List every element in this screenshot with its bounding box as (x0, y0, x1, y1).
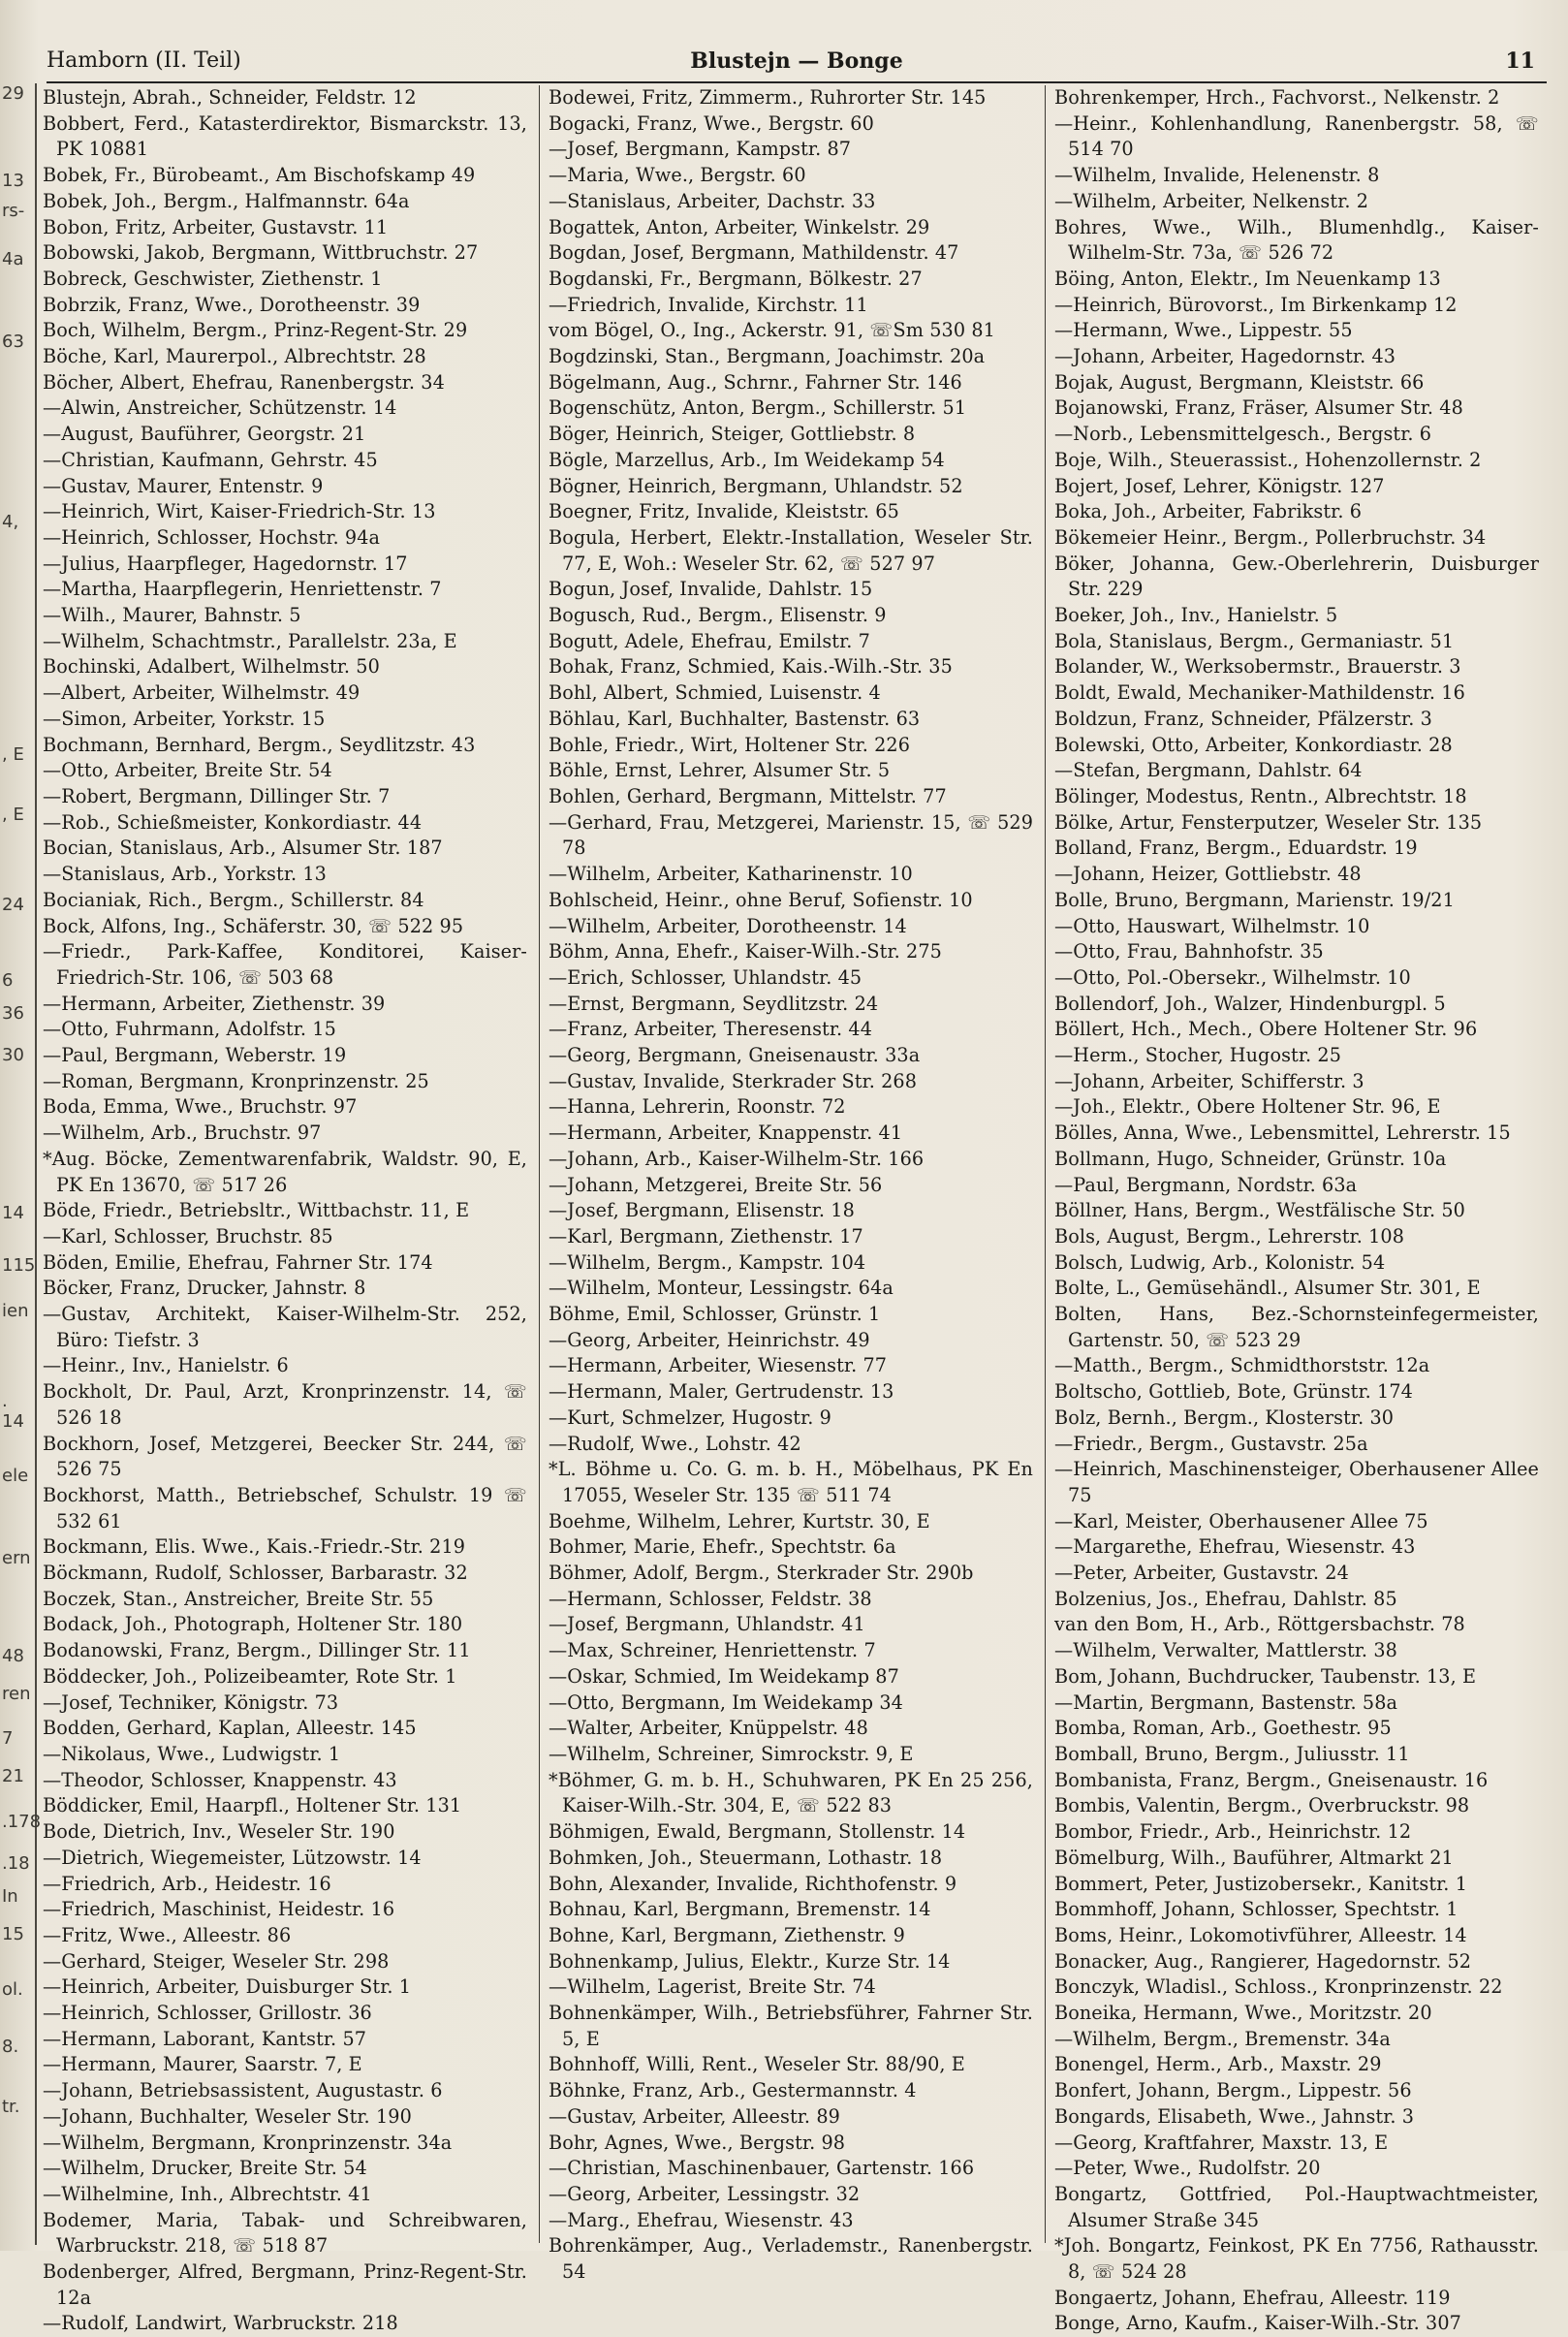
directory-entry: Bolander, W., Werksobermstr., Brauerstr. 3 (1054, 655, 1461, 679)
directory-entry: Bojak, August, Bergmann, Kleiststr. 66 (1054, 370, 1425, 394)
directory-entry: Bohr, Agnes, Wwe., Bergstr. 98 (549, 2131, 846, 2154)
directory-entry: —Hermann, Schlosser, Feldstr. 38 (549, 1587, 872, 1610)
margin-fragment: .178 (2, 1811, 42, 1832)
directory-entry: Boegner, Fritz, Invalide, Kleiststr. 65 (549, 500, 899, 523)
directory-entry: —Hermann, Laborant, Kantstr. 57 (43, 2027, 367, 2050)
margin-fragment: , E (2, 805, 24, 825)
directory-entry: —Wilhelm, Invalide, Helenenstr. 8 (1054, 164, 1380, 187)
directory-entry: Bodenberger, Alfred, Bergmann, Prinz-Regent-Str. 12a (43, 2260, 527, 2309)
margin-fragment: 4, (2, 511, 19, 532)
directory-entry: Böcker, Franz, Drucker, Jahnstr. 8 (43, 1277, 366, 1300)
directory-entry: —Joh., Elektr., Obere Holtener Str. 96, E (1054, 1095, 1441, 1119)
directory-entry: —Johann, Heizer, Gottliebstr. 48 (1054, 863, 1362, 886)
directory-entry: Böcher, Albert, Ehefrau, Ranenbergstr. 34 (43, 370, 445, 394)
directory-entry: —Wilhelmine, Inh., Albrechtstr. 41 (43, 2182, 372, 2205)
directory-entry: —Josef, Techniker, Königstr. 73 (43, 1690, 339, 1714)
directory-entry: Bolz, Bernh., Bergm., Klosterstr. 30 (1054, 1405, 1395, 1429)
directory-entry: —Dietrich, Wiegemeister, Lützowstr. 14 (43, 1846, 422, 1869)
directory-entry: Böllner, Hans, Bergm., Westfälische Str. 50 (1054, 1199, 1465, 1222)
directory-entry: Boldzun, Franz, Schneider, Pfälzerstr. 3 (1054, 707, 1432, 730)
directory-entry: Böche, Karl, Maurerpol., Albrechtstr. 28 (43, 345, 426, 368)
directory-entry: —Johann, Buchhalter, Weseler Str. 190 (43, 2104, 412, 2128)
directory-entry: —Otto, Bergmann, Im Weidekamp 34 (549, 1690, 903, 1714)
directory-entry: —Martha, Haarpflegerin, Henriettenstr. 7 (43, 578, 442, 601)
directory-entry: Bohne, Karl, Bergmann, Ziethenstr. 9 (549, 1923, 905, 1946)
directory-entry: Bohlscheid, Heinr., ohne Beruf, Sofienstr. 10 (549, 888, 973, 911)
directory-entry: Boda, Emma, Wwe., Bruchstr. 97 (43, 1095, 358, 1119)
directory-entry: —Erich, Schlosser, Uhlandstr. 45 (549, 965, 862, 989)
previous-page-margin (0, 83, 42, 2245)
directory-entry: —Heinrich, Arbeiter, Duisburger Str. 1 (43, 1975, 412, 1999)
directory-entry: Bogdanski, Fr., Bergmann, Bölkestr. 27 (549, 267, 923, 290)
directory-entry: —Wilhelm, Arb., Bruchstr. 97 (43, 1121, 322, 1145)
directory-entry: —Stefan, Bergmann, Dahlstr. 64 (1054, 759, 1363, 782)
directory-entry: —Robert, Bergmann, Dillinger Str. 7 (43, 784, 391, 807)
directory-entry: Böhm, Anna, Ehefr., Kaiser-Wilh.-Str. 275 (549, 940, 942, 963)
directory-entry: —Georg, Bergmann, Gneisenaustr. 33a (549, 1044, 921, 1067)
directory-entry: Bockmann, Elis. Wwe., Kais.-Friedr.-Str. 219 (43, 1535, 466, 1559)
column-3 (1054, 85, 1539, 2335)
directory-entry: —Norb., Lebensmittelgesch., Bergstr. 6 (1054, 423, 1432, 446)
directory-entry: Bohrenkämper, Aug., Verlademstr., Ranenbergstr. 54 (549, 2234, 1033, 2284)
directory-entry: —Hermann, Arbeiter, Wiesenstr. 77 (549, 1354, 888, 1377)
directory-entry: Bolsch, Ludwig, Arb., Kolonistr. 54 (1054, 1250, 1386, 1274)
directory-entry: Bohle, Friedr., Wirt, Holtener Str. 226 (549, 733, 911, 756)
directory-entry: Bockholt, Dr. Paul, Arzt, Kronprinzenstr. 14, ☏ 526 18 (43, 1380, 527, 1429)
directory-entry: Bobbert, Ferd., Katasterdirektor, Bismarckstr. 13, PK 10881 (43, 111, 527, 161)
directory-entry: Bollendorf, Joh., Walzer, Hindenburgpl. 5 (1054, 992, 1446, 1015)
directory-entry: —Friedr., Bergm., Gustavstr. 25a (1054, 1432, 1368, 1455)
directory-entry: —Fritz, Wwe., Alleestr. 86 (43, 1923, 292, 1946)
directory-entry: —Josef, Bergmann, Kampstr. 87 (549, 138, 852, 161)
directory-entry: Boms, Heinr., Lokomotivführer, Alleestr. 14 (1054, 1923, 1467, 1946)
directory-entry: —Wilhelm, Arbeiter, Nelkenstr. 2 (1054, 189, 1369, 212)
directory-entry: Boldt, Ewald, Mechaniker-Mathildenstr. 16 (1054, 681, 1465, 705)
directory-entry: —Martin, Bergmann, Bastenstr. 58a (1054, 1690, 1398, 1714)
directory-entry: —Wilhelm, Bergmann, Kronprinzenstr. 34a (43, 2131, 453, 2154)
directory-entry: Bölinger, Modestus, Rentn., Albrechtstr. 18 (1054, 784, 1467, 807)
directory-entry: —Karl, Meister, Oberhausener Allee 75 (1054, 1509, 1428, 1532)
directory-entry: Böing, Anton, Elektr., Im Neuenkamp 13 (1054, 267, 1441, 290)
directory-entry: —Kurt, Schmelzer, Hugostr. 9 (549, 1405, 831, 1429)
directory-entry: Bombor, Friedr., Arb., Heinrichstr. 12 (1054, 1820, 1412, 1844)
directory-entry: Böker, Johanna, Gew.-Oberlehrerin, Duisburger Str. 229 (1054, 552, 1539, 601)
column-2 (549, 85, 1033, 2284)
directory-entry: Bochinski, Adalbert, Wilhelmstr. 50 (43, 655, 380, 679)
directory-entry: Bollmann, Hugo, Schneider, Grünstr. 10a (1054, 1147, 1447, 1170)
directory-entry: Bömelburg, Wilh., Bauführer, Altmarkt 21 (1054, 1846, 1454, 1869)
directory-entry: Blustejn, Abrah., Schneider, Feldstr. 12 (43, 86, 417, 109)
directory-entry: —Ernst, Bergmann, Seydlitzstr. 24 (549, 992, 879, 1015)
directory-entry: —Stanislaus, Arbeiter, Dachstr. 33 (549, 189, 876, 212)
directory-entry: *Joh. Bongartz, Feinkost, PK En 7756, Rathausstr. 8, ☏ 524 28 (1054, 2234, 1539, 2284)
directory-entry: —Wilhelm, Lagerist, Breite Str. 74 (549, 1975, 876, 1999)
column-divider (1045, 85, 1046, 2243)
directory-entry: Böhmer, Adolf, Bergm., Sterkrader Str. 290b (549, 1562, 974, 1585)
directory-entry: —Hermann, Wwe., Lippestr. 55 (1054, 319, 1353, 342)
directory-entry: —Heinr., Inv., Hanielstr. 6 (43, 1354, 289, 1377)
directory-entry: Bohnhoff, Willi, Rent., Weseler Str. 88/90, E (549, 2053, 965, 2076)
directory-entry: —Heinrich, Schlosser, Grillostr. 36 (43, 2002, 372, 2025)
directory-entry: —Gerhard, Frau, Metzgerei, Marienstr. 15, ☏ 529 78 (549, 810, 1033, 860)
directory-entry: —Hermann, Maler, Gertrudenstr. 13 (549, 1380, 894, 1404)
directory-entry: Bogun, Josef, Invalide, Dahlstr. 15 (549, 578, 873, 601)
directory-entry: Böllert, Hch., Mech., Obere Holtener Str. 96 (1054, 1018, 1478, 1041)
directory-entry: Bohnenkamp, Julius, Elektr., Kurze Str. 14 (549, 1949, 951, 1973)
margin-fragment: 24 (2, 895, 24, 915)
directory-entry: Bolte, L., Gemüsehändl., Alsumer Str. 301, E (1054, 1277, 1481, 1300)
margin-fragment: 29 (2, 83, 24, 104)
directory-entry: Bombanista, Franz, Bergm., Gneisenaustr. 16 (1054, 1768, 1489, 1791)
directory-entry: Bobek, Joh., Bergm., Halfmannstr. 64a (43, 189, 410, 212)
directory-entry: Bochmann, Bernhard, Bergm., Seydlitzstr. 43 (43, 733, 476, 756)
directory-entry: Bocianiak, Rich., Bergm., Schillerstr. 84 (43, 888, 424, 911)
directory-entry: —Johann, Arbeiter, Schifferstr. 3 (1054, 1069, 1364, 1092)
directory-entry: —Rob., Schießmeister, Konkordiastr. 44 (43, 810, 423, 834)
directory-entry: Bommert, Peter, Justizobersekr., Kanitstr. 1 (1054, 1872, 1468, 1895)
margin-fragment: 4a (2, 248, 24, 269)
directory-entry: Bonacker, Aug., Rangierer, Hagedornstr. 52 (1054, 1949, 1472, 1973)
directory-entry: —Otto, Fuhrmann, Adolfstr. 15 (43, 1018, 336, 1041)
directory-entry: Böddecker, Joh., Polizeibeamter, Rote Str. 1 (43, 1664, 457, 1688)
margin-fragment: 36 (2, 1002, 24, 1024)
directory-entry: —Hermann, Maurer, Saarstr. 7, E (43, 2053, 362, 2076)
directory-entry: Böden, Emilie, Ehefrau, Fahrner Str. 174 (43, 1250, 433, 1274)
directory-entry: —Maria, Wwe., Bergstr. 60 (549, 164, 806, 187)
directory-entry: —Heinrich, Wirt, Kaiser-Friedrich-Str. 13 (43, 500, 436, 523)
directory-entry: Bohnau, Karl, Bergmann, Bremenstr. 14 (549, 1898, 931, 1921)
margin-fragment: 115 (2, 1255, 36, 1276)
directory-entry: *Aug. Böcke, Zementwarenfabrik, Waldstr. 90, E, PK En 13670, ☏ 517 26 (43, 1147, 527, 1196)
directory-entry: —Georg, Kraftfahrer, Maxstr. 13, E (1054, 2131, 1389, 2154)
margin-fragment: 8. (2, 2037, 19, 2057)
directory-entry: —Josef, Bergmann, Uhlandstr. 41 (549, 1613, 865, 1636)
directory-entry: Bohn, Alexander, Invalide, Richthofenstr. 9 (549, 1872, 957, 1895)
directory-entry: *L. Böhme u. Co. G. m. b. H., Möbelhaus, PK En 17055, Weseler Str. 135 ☏ 511 74 (549, 1458, 1033, 1506)
directory-entry: —Wilhelm, Monteur, Lessingstr. 64a (549, 1277, 894, 1300)
directory-entry: —Josef, Bergmann, Elisenstr. 18 (549, 1199, 855, 1222)
directory-entry: —Max, Schreiner, Henriettenstr. 7 (549, 1639, 876, 1662)
directory-entry: Bobon, Fritz, Arbeiter, Gustavstr. 11 (43, 215, 389, 238)
directory-entry: Bogula, Herbert, Elektr.-Installation, Weseler Str. 77, E, Woh.: Weseler Str. 62, ☏ 527 97 (549, 525, 1033, 575)
directory-entry: Bola, Stanislaus, Bergm., Germaniastr. 51 (1054, 629, 1455, 652)
directory-entry: Bohl, Albert, Schmied, Luisenstr. 4 (549, 681, 881, 705)
directory-entry: —Otto, Frau, Bahnhofstr. 35 (1054, 940, 1324, 963)
margin-fragment: ren (2, 1683, 31, 1704)
directory-entry: —Paul, Bergmann, Nordstr. 63a (1054, 1173, 1358, 1196)
directory-entry: —Wilhelm, Schreiner, Simrockstr. 9, E (549, 1743, 914, 1765)
directory-entry: —Wilhelm, Schachtmstr., Parallelstr. 23a, E (43, 629, 457, 652)
directory-entry: —Simon, Arbeiter, Yorkstr. 15 (43, 707, 326, 730)
directory-entry: Bongartz, Gottfried, Pol.-Hauptwachtmeister, Alsumer Straße 345 (1054, 2182, 1539, 2231)
directory-entry: Bohmken, Joh., Steuermann, Lothastr. 18 (549, 1846, 943, 1869)
directory-entry: Bocian, Stanislaus, Arb., Alsumer Str. 187 (43, 837, 443, 860)
directory-entry: —Franz, Arbeiter, Theresenstr. 44 (549, 1018, 873, 1041)
directory-entry: —Paul, Bergmann, Weberstr. 19 (43, 1044, 347, 1067)
directory-entry: —Margarethe, Ehefrau, Wiesenstr. 43 (1054, 1535, 1416, 1559)
directory-entry: —Friedr., Park-Kaffee, Konditorei, Kaiser-Friedrich-Str. 106, ☏ 503 68 (43, 940, 527, 989)
directory-entry: Bolland, Franz, Bergm., Eduardstr. 19 (1054, 837, 1418, 860)
directory-entry: van den Bom, H., Arb., Röttgersbachstr. 78 (1054, 1613, 1465, 1636)
directory-entry: Böhle, Ernst, Lehrer, Alsumer Str. 5 (549, 759, 891, 782)
directory-entry: Bogattek, Anton, Arbeiter, Winkelstr. 29 (549, 215, 930, 238)
margin-fragment: , E (2, 744, 24, 765)
directory-entry: —Otto, Arbeiter, Breite Str. 54 (43, 759, 332, 782)
margin-fragment: 14 (2, 1202, 24, 1223)
directory-columns (43, 85, 1547, 2335)
directory-entry: —Heinr., Kohlenhandlung, Ranenbergstr. 58, ☏ 514 70 (1054, 111, 1539, 161)
margin-fragment: 30 (2, 1045, 24, 1065)
directory-entry: —Friedrich, Arb., Heidestr. 16 (43, 1872, 331, 1895)
directory-entry: Bögelmann, Aug., Schrnr., Fahrner Str. 146 (549, 370, 962, 394)
directory-entry: Bonczyk, Wladisl., Schloss., Kronprinzenstr. 22 (1054, 1975, 1503, 1999)
directory-entry: Bolzenius, Jos., Ehefrau, Dahlstr. 85 (1054, 1587, 1397, 1610)
margin-fragment: 7 (2, 1728, 14, 1750)
directory-entry: —Alwin, Anstreicher, Schützenstr. 14 (43, 396, 397, 420)
directory-entry: Bogdzinski, Stan., Bergmann, Joachimstr. 20a (549, 345, 986, 368)
directory-entry: —Wilhelm, Arbeiter, Katharinenstr. 10 (549, 863, 913, 886)
margin-fragment: . 14 (2, 1390, 24, 1432)
directory-entry: Bobreck, Geschwister, Ziethenstr. 1 (43, 267, 383, 290)
directory-entry: Bohmer, Marie, Ehefr., Spechtstr. 6a (549, 1535, 896, 1559)
directory-entry: —Gustav, Invalide, Sterkrader Str. 268 (549, 1069, 918, 1092)
directory-entry: Bohres, Wwe., Wilh., Blumenhdlg., Kaiser-Wilhelm-Str. 73a, ☏ 526 72 (1054, 215, 1539, 265)
directory-entry: Bols, August, Bergm., Lehrerstr. 108 (1054, 1224, 1405, 1247)
directory-entry: —August, Bauführer, Georgstr. 21 (43, 423, 366, 446)
directory-entry: —Walter, Arbeiter, Knüppelstr. 48 (549, 1717, 868, 1740)
directory-entry: —Peter, Arbeiter, Gustavstr. 24 (1054, 1562, 1349, 1585)
directory-entry: Boczek, Stan., Anstreicher, Breite Str. 55 (43, 1587, 434, 1610)
directory-entry: Boka, Joh., Arbeiter, Fabrikstr. 6 (1054, 500, 1363, 523)
directory-entry: Bolle, Bruno, Bergmann, Marienstr. 19/21 (1054, 888, 1455, 911)
directory-entry: Böde, Friedr., Betriebsltr., Wittbachstr. 11, E (43, 1199, 470, 1222)
margin-fragment: ien (2, 1300, 29, 1321)
directory-entry: —Albert, Arbeiter, Wilhelmstr. 49 (43, 681, 361, 705)
directory-entry: —Roman, Bergmann, Kronprinzenstr. 25 (43, 1069, 429, 1092)
directory-entry: Boje, Wilh., Steuerassist., Hohenzollernstr. 2 (1054, 448, 1482, 471)
directory-entry: Bombis, Valentin, Bergm., Overbruckstr. 98 (1054, 1794, 1470, 1817)
directory-entry: Bobrzik, Franz, Wwe., Dorotheenstr. 39 (43, 293, 421, 316)
directory-entry: Bonengel, Herm., Arb., Maxstr. 29 (1054, 2053, 1382, 2076)
margin-fragment: 15 (2, 1923, 24, 1944)
directory-entry: —Christian, Kaufmann, Gehrstr. 45 (43, 448, 378, 471)
directory-entry: —Karl, Schlosser, Bruchstr. 85 (43, 1224, 333, 1247)
directory-entry: Boneika, Hermann, Wwe., Moritzstr. 20 (1054, 2002, 1432, 2025)
directory-entry: Bohak, Franz, Schmied, Kais.-Wilh.-Str. 35 (549, 655, 953, 679)
directory-entry: Bongaertz, Johann, Ehefrau, Alleestr. 119 (1054, 2286, 1451, 2309)
directory-entry: —Gustav, Architekt, Kaiser-Wilhelm-Str. 252, Büro: Tiefstr. 3 (43, 1303, 527, 1351)
directory-entry: Bom, Johann, Buchdrucker, Taubenstr. 13, E (1054, 1664, 1477, 1688)
directory-entry: Böhmigen, Ewald, Bergmann, Stollenstr. 14 (549, 1820, 966, 1844)
page-number: 11 (1505, 48, 1535, 74)
directory-entry: *Böhmer, G. m. b. H., Schuhwaren, PK En 25 256, Kaiser-Wilh.-Str. 304, E, ☏ 522 83 (549, 1768, 1033, 1817)
directory-entry: —Rudolf, Landwirt, Warbruckstr. 218 (43, 2312, 398, 2335)
directory-entry: vom Bögel, O., Ing., Ackerstr. 91, ☏Sm 530 81 (549, 319, 995, 342)
page-header (47, 43, 1547, 83)
directory-entry: —Hermann, Arbeiter, Knappenstr. 41 (549, 1121, 903, 1145)
directory-entry: Bockhorn, Josef, Metzgerei, Beecker Str. 244, ☏ 526 75 (43, 1432, 527, 1481)
margin-fragment: rs- (2, 200, 25, 221)
directory-entry: Boehme, Wilhelm, Lehrer, Kurtstr. 30, E (549, 1509, 930, 1532)
directory-entry: Bobowski, Jakob, Bergmann, Wittbruchstr. 27 (43, 241, 479, 265)
directory-entry: —Hermann, Arbeiter, Ziethenstr. 39 (43, 992, 386, 1015)
directory-entry: —Wilhelm, Arbeiter, Dorotheenstr. 14 (549, 914, 907, 937)
directory-entry: Böger, Heinrich, Steiger, Gottliebstr. 8 (549, 423, 916, 446)
directory-entry: —Wilhelm, Drucker, Breite Str. 54 (43, 2157, 367, 2180)
directory-entry: Bomba, Roman, Arb., Goethestr. 95 (1054, 1717, 1392, 1740)
directory-entry: Bonfert, Johann, Bergm., Lippestr. 56 (1054, 2079, 1412, 2102)
column-1 (43, 85, 527, 2335)
directory-entry: —Julius, Haarpfleger, Hagedornstr. 17 (43, 552, 408, 575)
margin-fragment: ol. (2, 1979, 23, 2001)
margin-fragment: .18 (2, 1852, 30, 1874)
directory-entry: —Gustav, Maurer, Entenstr. 9 (43, 474, 324, 497)
directory-entry: —Johann, Metzgerei, Breite Str. 56 (549, 1173, 883, 1196)
directory-entry: —Heinrich, Schlosser, Hochstr. 94a (43, 525, 381, 549)
directory-entry: —Wilhelm, Bergm., Bremenstr. 34a (1054, 2027, 1391, 2050)
directory-entry: Boeker, Joh., Inv., Hanielstr. 5 (1054, 604, 1338, 627)
directory-entry: Bohrenkemper, Hrch., Fachvorst., Nelkenstr. 2 (1054, 86, 1500, 109)
directory-entry: Bogenschütz, Anton, Bergm., Schillerstr. 51 (549, 396, 967, 420)
directory-entry: Bonge, Arno, Kaufm., Kaiser-Wilh.-Str. 307 (1054, 2312, 1461, 2335)
directory-entry: —Georg, Arbeiter, Heinrichstr. 49 (549, 1328, 870, 1351)
directory-entry: Boltscho, Gottlieb, Bote, Grünstr. 174 (1054, 1380, 1413, 1404)
margin-fragment: 21 (2, 1766, 24, 1786)
directory-entry: —Johann, Betriebsassistent, Augustastr. 6 (43, 2079, 443, 2102)
directory-entry: Bolten, Hans, Bez.-Schornsteinfegermeister, Gartenstr. 50, ☏ 523 29 (1054, 1303, 1539, 1351)
directory-entry: Bögle, Marzellus, Arb., Im Weidekamp 54 (549, 448, 945, 471)
directory-entry: Bölles, Anna, Wwe., Lebensmittel, Lehrerstr. 15 (1054, 1121, 1511, 1145)
header-district: Hamborn (II. Teil) (47, 48, 241, 73)
directory-entry: —Johann, Arbeiter, Hagedornstr. 43 (1054, 345, 1396, 368)
directory-entry: —Christian, Maschinenbauer, Gartenstr. 166 (549, 2157, 975, 2180)
margin-fragment: 13 (2, 170, 24, 191)
directory-entry: —Marg., Ehefrau, Wiesenstr. 43 (549, 2208, 854, 2231)
directory-entry: Bogdan, Josef, Bergmann, Mathildenstr. 47 (549, 241, 959, 265)
directory-entry: —Oskar, Schmied, Im Weidekamp 87 (549, 1664, 899, 1688)
directory-entry: Bojanowski, Franz, Fräser, Alsumer Str. 48 (1054, 396, 1463, 420)
directory-entry: Bolewski, Otto, Arbeiter, Konkordiastr. 28 (1054, 733, 1453, 756)
directory-entry: Bongards, Elisabeth, Wwe., Jahnstr. 3 (1054, 2104, 1415, 2128)
directory-entry: —Theodor, Schlosser, Knappenstr. 43 (43, 1768, 397, 1791)
margin-fragment: 6 (2, 969, 14, 991)
margin-fragment: 63 (2, 331, 24, 352)
directory-entry: Böhlau, Karl, Buchhalter, Bastenstr. 63 (549, 707, 921, 730)
directory-entry: —Wilh., Maurer, Bahnstr. 5 (43, 604, 301, 627)
directory-entry: Böhnke, Franz, Arb., Gestermannstr. 4 (549, 2079, 917, 2102)
directory-entry: Bogusch, Rud., Bergm., Elisenstr. 9 (549, 604, 887, 627)
directory-entry: —Stanislaus, Arb., Yorkstr. 13 (43, 863, 327, 886)
directory-entry: Bodewei, Fritz, Zimmerm., Ruhrorter Str. 145 (549, 86, 987, 109)
directory-entry: —Otto, Pol.-Obersekr., Wilhelmstr. 10 (1054, 965, 1411, 989)
directory-entry: Böhme, Emil, Schlosser, Grünstr. 1 (549, 1303, 881, 1326)
directory-entry: —Gerhard, Steiger, Weseler Str. 298 (43, 1949, 390, 1973)
directory-entry: —Rudolf, Wwe., Lohstr. 42 (549, 1432, 801, 1455)
directory-entry: Bohnenkämper, Wilh., Betriebsführer, Fahrner Str. 5, E (549, 2002, 1033, 2050)
directory-entry: Böckmann, Rudolf, Schlosser, Barbarastr. 32 (43, 1562, 468, 1585)
margin-fragment: tr. (2, 2097, 20, 2117)
directory-entry: —Friedrich, Maschinist, Heidestr. 16 (43, 1898, 395, 1921)
margin-fragment: 48 (2, 1646, 24, 1666)
margin-fragment: In (2, 1886, 18, 1907)
directory-entry: Böddicker, Emil, Haarpfl., Holtener Str. 131 (43, 1794, 462, 1817)
directory-entry: —Wilhelm, Verwalter, Mattlerstr. 38 (1054, 1639, 1397, 1662)
directory-entry: —Friedrich, Invalide, Kirchstr. 11 (549, 293, 868, 316)
directory-entry: Bogutt, Adele, Ehefrau, Emilstr. 7 (549, 629, 870, 652)
column-divider (539, 85, 540, 2243)
directory-entry: Bogacki, Franz, Wwe., Bergstr. 60 (549, 111, 874, 135)
directory-entry: —Peter, Wwe., Rudolfstr. 20 (1054, 2157, 1321, 2180)
directory-entry: Bodemer, Maria, Tabak- und Schreibwaren, Warbruckstr. 218, ☏ 518 87 (43, 2208, 527, 2258)
directory-entry: —Heinrich, Maschinensteiger, Oberhausener Allee 75 (1054, 1458, 1539, 1506)
margin-fragment: ern (2, 1548, 31, 1569)
directory-entry: —Heinrich, Bürovorst., Im Birkenkamp 12 (1054, 293, 1458, 316)
directory-entry: Bojert, Josef, Lehrer, Königstr. 127 (1054, 474, 1385, 497)
directory-entry: —Hanna, Lehrerin, Roonstr. 72 (549, 1095, 846, 1119)
directory-entry: Bockhorst, Matth., Betriebschef, Schulstr. 19 ☏ 532 61 (43, 1483, 527, 1532)
directory-entry: Bobek, Fr., Bürobeamt., Am Bischofskamp 49 (43, 164, 476, 187)
directory-entry: —Matth., Bergm., Schmidthorststr. 12a (1054, 1354, 1430, 1377)
directory-entry: Bohlen, Gerhard, Bergmann, Mittelstr. 77 (549, 784, 947, 807)
directory-entry: Boch, Wilhelm, Bergm., Prinz-Regent-Str. 29 (43, 319, 468, 342)
directory-entry: —Johann, Arb., Kaiser-Wilhelm-Str. 166 (549, 1147, 925, 1170)
directory-entry: Bodanowski, Franz, Bergm., Dillinger Str. 11 (43, 1639, 471, 1662)
directory-entry: Bode, Dietrich, Inv., Weseler Str. 190 (43, 1820, 395, 1844)
directory-entry: —Georg, Arbeiter, Lessingstr. 32 (549, 2182, 861, 2205)
directory-entry: Bomball, Bruno, Bergm., Juliusstr. 11 (1054, 1743, 1410, 1765)
directory-entry: Bökemeier Heinr., Bergm., Pollerbruchstr. 34 (1054, 525, 1487, 549)
directory-entry: Bölke, Artur, Fensterputzer, Weseler Str. 135 (1054, 810, 1483, 834)
directory-entry: Bögner, Heinrich, Bergmann, Uhlandstr. 52 (549, 474, 963, 497)
directory-entry: —Nikolaus, Wwe., Ludwigstr. 1 (43, 1743, 341, 1765)
directory-entry: —Gustav, Arbeiter, Alleestr. 89 (549, 2104, 840, 2128)
directory-entry: —Wilhelm, Bergm., Kampstr. 104 (549, 1250, 866, 1274)
directory-entry: Bodack, Joh., Photograph, Holtener Str. 180 (43, 1613, 463, 1636)
directory-entry: Bock, Alfons, Ing., Schäferstr. 30, ☏ 522 95 (43, 914, 464, 937)
header-name-range: Blustejn — Bonge (690, 48, 903, 74)
directory-entry: —Herm., Stocher, Hugostr. 25 (1054, 1044, 1342, 1067)
directory-entry: —Otto, Hauswart, Wilhelmstr. 10 (1054, 914, 1370, 937)
directory-entry: —Karl, Bergmann, Ziethenstr. 17 (549, 1224, 863, 1247)
directory-entry: Bodden, Gerhard, Kaplan, Alleestr. 145 (43, 1717, 417, 1740)
directory-entry: Bommhoff, Johann, Schlosser, Spechtstr. 1 (1054, 1898, 1458, 1921)
margin-fragment: ele (2, 1466, 29, 1486)
